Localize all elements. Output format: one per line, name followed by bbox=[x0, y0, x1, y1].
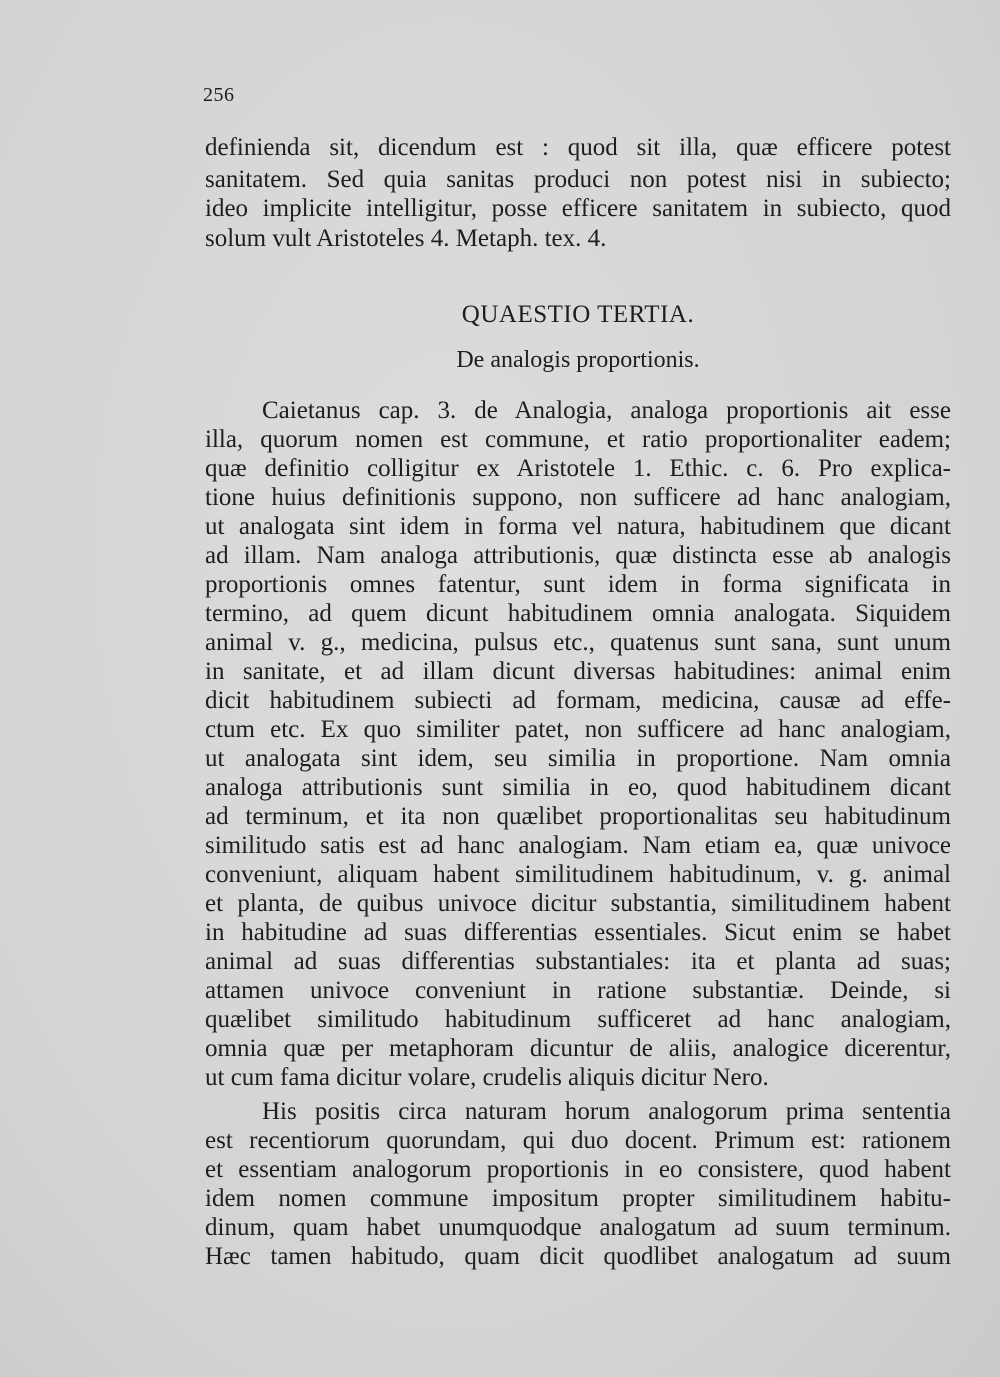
text-line: ctum etc. Ex quo similiter patet, non sufficere ad hanc analogiam, bbox=[205, 716, 951, 743]
text-line: Hæc tamen habitudo, quam dicit quodlibet analogatum ad suum bbox=[205, 1243, 951, 1270]
text-line: ad terminum, et ita non quælibet proportionalitas seu habitudinum bbox=[205, 803, 951, 830]
text-line: ut cum fama dicitur volare, crudelis aliquis dicitur Nero. bbox=[205, 1064, 769, 1091]
text-line: idem nomen commune impositum propter similitudinem habitu- bbox=[205, 1185, 951, 1212]
text-line: Caietanus cap. 3. de Analogia, analoga proportionis ait esse bbox=[262, 397, 951, 424]
page-number: 256 bbox=[203, 84, 235, 106]
text-line: et planta, de quibus univoce dicitur substantia, similitudinem habent bbox=[205, 890, 951, 917]
text-line: ut analogata sint idem in forma vel natura, habitudinem que dicant bbox=[205, 513, 951, 540]
text-line: ad illam. Nam analoga attributionis, quæ distincta esse ab analogis bbox=[205, 542, 951, 569]
text-line: solum vult Aristoteles 4. Metaph. tex. 4. bbox=[205, 225, 607, 252]
text-line: dinum, quam habet unumquodque analogatum ad suum terminum. bbox=[205, 1214, 951, 1241]
text-line: attamen univoce conveniunt in ratione substantiæ. Deinde, si bbox=[205, 977, 951, 1004]
text-line: ideo implicite intelligitur, posse efficere sanitatem in subiecto, quod bbox=[205, 195, 951, 222]
text-line: termino, ad quem dicunt habitudinem omnia analogata. Siquidem bbox=[205, 600, 951, 627]
text-line: proportionis omnes fatentur, sunt idem in forma significata in bbox=[205, 571, 951, 598]
text-line: His positis circa naturam horum analogorum prima sententia bbox=[262, 1098, 951, 1125]
text-line: ut analogata sint idem, seu similia in proportione. Nam omnia bbox=[205, 745, 951, 772]
text-line: quælibet similitudo habitudinum sufficeret ad hanc analogiam, bbox=[205, 1006, 951, 1033]
text-line: illa, quorum nomen est commune, et ratio proportionaliter eadem; bbox=[205, 426, 951, 453]
text-line: sanitatem. Sed quia sanitas produci non potest nisi in subiecto; bbox=[205, 166, 951, 193]
text-line: quæ definitio colligitur ex Aristotele 1. Ethic. c. 6. Pro explica- bbox=[205, 455, 951, 482]
text-line: definienda sit, dicendum est : quod sit illa, quæ efficere potest bbox=[205, 134, 951, 161]
text-line: conveniunt, aliquam habent similitudinem habitudinum, v. g. animal bbox=[205, 861, 951, 888]
text-line: in habitudine ad suas differentias essentiales. Sicut enim se habet bbox=[205, 919, 951, 946]
text-line: dicit habitudinem subiecti ad formam, medicina, causæ ad effe- bbox=[205, 687, 951, 714]
text-line: omnia quæ per metaphoram dicuntur de aliis, analogice dicerentur, bbox=[205, 1035, 951, 1062]
text-line: in sanitate, et ad illam dicunt diversas habitudines: animal enim bbox=[205, 658, 951, 685]
section-subheading: De analogis proportionis. bbox=[456, 347, 700, 373]
text-line: animal ad suas differentias substantiales: ita et planta ad suas; bbox=[205, 948, 951, 975]
text-line: est recentiorum quorundam, qui duo docent. Primum est: rationem bbox=[205, 1127, 951, 1154]
section-heading: QUAESTIO TERTIA. bbox=[461, 301, 695, 328]
text-line: animal v. g., medicina, pulsus etc., quatenus sunt sana, sunt unum bbox=[205, 629, 951, 656]
text-line: similitudo satis est ad hanc analogiam. Nam etiam ea, quæ univoce bbox=[205, 832, 951, 859]
text-line: et essentiam analogorum proportionis in eo consistere, quod habent bbox=[205, 1156, 951, 1183]
text-line: tione huius definitionis suppono, non sufficere ad hanc analogiam, bbox=[205, 484, 951, 511]
text-line: analoga attributionis sunt similia in eo, quod habitudinem dicant bbox=[205, 774, 951, 801]
